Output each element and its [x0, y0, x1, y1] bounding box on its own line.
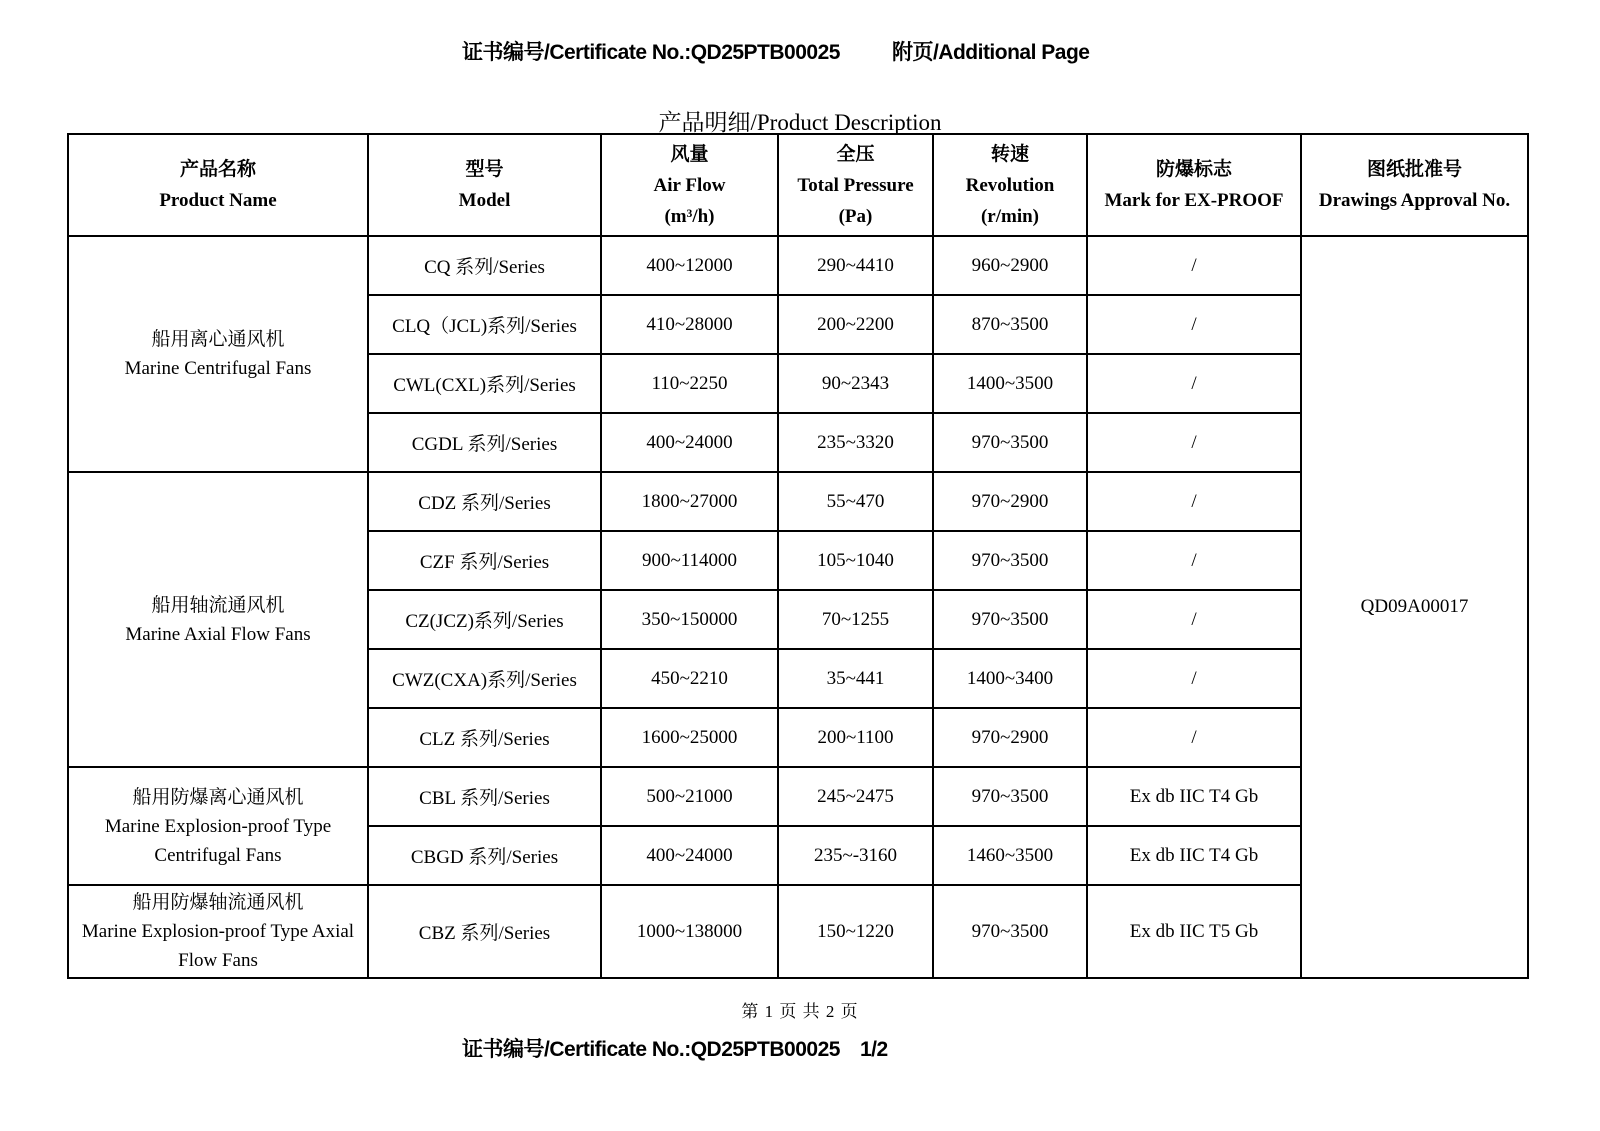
col-header-air-flow: [601, 134, 778, 236]
product-name-zh: 船用离心通风机: [151, 329, 285, 350]
ex-mark-cell: /: [1087, 649, 1301, 708]
air-flow-cell: 400~24000: [601, 826, 778, 885]
revolution-cell: 970~3500: [933, 531, 1087, 590]
pressure-cell: 200~2200: [778, 295, 933, 354]
air-flow-cell: 400~24000: [601, 413, 778, 472]
model-cell: CDZ 系列/Series: [368, 472, 601, 531]
revolution-cell: 970~2900: [933, 708, 1087, 767]
col-header-en: Total Pressure: [797, 174, 914, 196]
ex-mark-cell: /: [1087, 708, 1301, 767]
pressure-cell: 55~470: [778, 472, 933, 531]
revolution-cell: 970~3500: [933, 767, 1087, 826]
page-fraction: 1/2: [859, 1038, 888, 1061]
certificate-no-header: 证书编号/Certificate No.:QD25PTB00025: [462, 41, 840, 64]
col-header-zh: 图纸批准号: [1366, 159, 1462, 180]
ex-mark-cell: /: [1087, 590, 1301, 649]
air-flow-cell: 1800~27000: [601, 472, 778, 531]
product-name-en: Marine Centrifugal Fans: [124, 358, 312, 379]
air-flow-cell: 350~150000: [601, 590, 778, 649]
col-header-zh: 转速: [990, 143, 1029, 165]
air-flow-cell: 410~28000: [601, 295, 778, 354]
col-header-en: Air Flow: [653, 174, 726, 196]
pressure-cell: 70~1255: [778, 590, 933, 649]
col-header-en: Mark for EX-PROOF: [1104, 190, 1284, 211]
revolution-cell: 960~2900: [933, 236, 1087, 295]
revolution-cell: 1460~3500: [933, 826, 1087, 885]
col-header-drawings-approval: [1301, 134, 1528, 236]
col-header-zh: 产品名称: [179, 159, 256, 180]
air-flow-cell: 500~21000: [601, 767, 778, 826]
ex-mark-cell: /: [1087, 413, 1301, 472]
col-header-unit: (Pa): [838, 205, 873, 227]
col-header-model: [368, 134, 601, 236]
ex-mark-cell: /: [1087, 531, 1301, 590]
table-header-row: [68, 134, 1528, 236]
col-header-en: Revolution: [965, 174, 1055, 196]
product-name-zh: 船用防爆离心通风机: [132, 786, 304, 808]
col-header-en: Drawings Approval No.: [1318, 190, 1511, 211]
air-flow-cell: 1600~25000: [601, 708, 778, 767]
model-cell: CLZ 系列/Series: [368, 708, 601, 767]
table-title: 产品明细/Product Description: [658, 110, 942, 135]
product-name-cell-axial: [68, 472, 368, 767]
pressure-cell: 290~4410: [778, 236, 933, 295]
air-flow-cell: 1000~138000: [601, 885, 778, 978]
revolution-cell: 870~3500: [933, 295, 1087, 354]
product-name-cell-centrifugal: [68, 236, 368, 472]
revolution-cell: 1400~3400: [933, 649, 1087, 708]
product-name-cell-exproof-axial: [68, 885, 368, 978]
certificate-no-footer: 证书编号/Certificate No.:QD25PTB00025: [462, 1038, 840, 1061]
air-flow-cell: 400~12000: [601, 236, 778, 295]
drawings-approval-cell: QD09A00017: [1301, 236, 1528, 978]
product-description-table: [67, 133, 1529, 979]
col-header-zh: 型号: [465, 159, 504, 180]
product-name-en: Marine Explosion-proof Type Centrifugal Fans: [104, 815, 332, 866]
col-header-unit: (m³/h): [664, 205, 715, 227]
product-name-en: Marine Axial Flow Fans: [125, 623, 311, 645]
page-number: 第 1 页 共 2 页: [741, 1002, 859, 1021]
page-header: [462, 36, 1089, 66]
model-cell: CBZ 系列/Series: [368, 885, 601, 978]
col-header-ex-proof-mark: [1087, 134, 1301, 236]
col-header-product-name: [68, 134, 368, 236]
pressure-cell: 90~2343: [778, 354, 933, 413]
pressure-cell: 235~3320: [778, 413, 933, 472]
model-cell: CWL(CXL)系列/Series: [368, 354, 601, 413]
col-header-en: Product Name: [159, 190, 277, 211]
pressure-cell: 245~2475: [778, 767, 933, 826]
ex-mark-cell: Ex db IIC T5 Gb: [1087, 885, 1301, 978]
col-header-zh: 防爆标志: [1155, 159, 1232, 180]
product-name-zh: 船用轴流通风机: [151, 594, 285, 616]
col-header-en: Model: [458, 190, 511, 211]
col-header-zh: 风量: [670, 143, 709, 165]
pressure-cell: 200~1100: [778, 708, 933, 767]
col-header-zh: 全压: [836, 143, 875, 165]
ex-mark-cell: /: [1087, 472, 1301, 531]
pressure-cell: 35~441: [778, 649, 933, 708]
revolution-cell: 1400~3500: [933, 354, 1087, 413]
table-row: [68, 236, 1528, 295]
model-cell: CBL 系列/Series: [368, 767, 601, 826]
ex-mark-cell: /: [1087, 236, 1301, 295]
model-cell: CZF 系列/Series: [368, 531, 601, 590]
air-flow-cell: 900~114000: [601, 531, 778, 590]
model-cell: CZ(JCZ)系列/Series: [368, 590, 601, 649]
additional-page-label: 附页/Additional Page: [891, 41, 1090, 64]
model-cell: CGDL 系列/Series: [368, 413, 601, 472]
product-name-cell-exproof-centrifugal: [68, 767, 368, 885]
revolution-cell: 970~3500: [933, 413, 1087, 472]
model-cell: CBGD 系列/Series: [368, 826, 601, 885]
air-flow-cell: 110~2250: [601, 354, 778, 413]
col-header-total-pressure: [778, 134, 933, 236]
air-flow-cell: 450~2210: [601, 649, 778, 708]
pressure-cell: 150~1220: [778, 885, 933, 978]
ex-mark-cell: Ex db IIC T4 Gb: [1087, 826, 1301, 885]
product-name-zh: 船用防爆轴流通风机: [132, 892, 304, 913]
pressure-cell: 105~1040: [778, 531, 933, 590]
col-header-unit: (r/min): [980, 205, 1040, 227]
model-cell: CQ 系列/Series: [368, 236, 601, 295]
pressure-cell: 235~-3160: [778, 826, 933, 885]
ex-mark-cell: Ex db IIC T4 Gb: [1087, 767, 1301, 826]
revolution-cell: 970~3500: [933, 590, 1087, 649]
revolution-cell: 970~2900: [933, 472, 1087, 531]
page-footer: [462, 1033, 888, 1063]
revolution-cell: 970~3500: [933, 885, 1087, 978]
model-cell: CLQ（JCL)系列/Series: [368, 295, 601, 354]
product-name-en: Marine Explosion-proof Type Axial Flow Fans: [81, 921, 355, 971]
model-cell: CWZ(CXA)系列/Series: [368, 649, 601, 708]
col-header-revolution: [933, 134, 1087, 236]
ex-mark-cell: /: [1087, 295, 1301, 354]
ex-mark-cell: /: [1087, 354, 1301, 413]
